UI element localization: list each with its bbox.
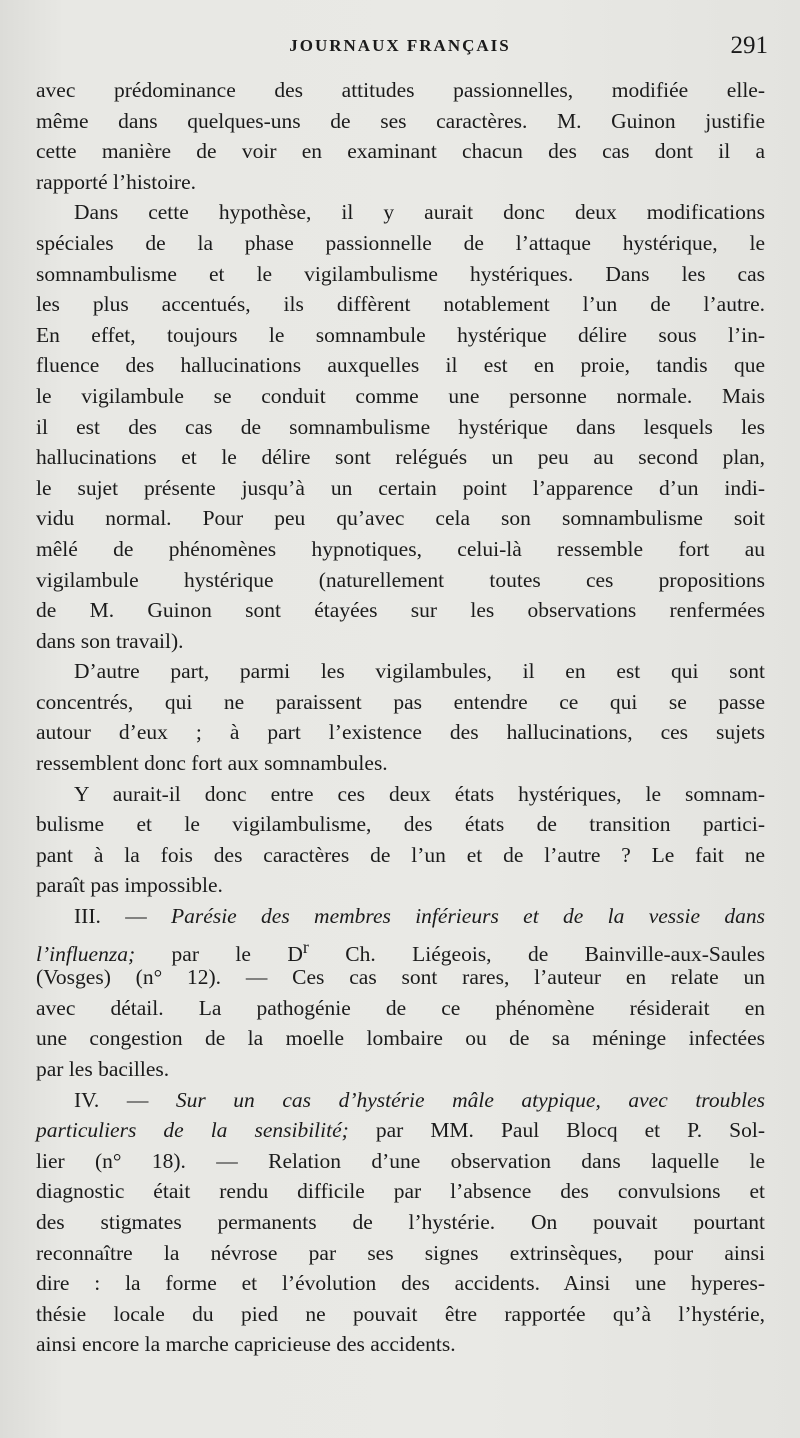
text-line: même dans quelques-uns de ses caractères. M. Guinon justifie (36, 108, 765, 133)
text-line: vidu normal. Pour peu qu’avec cela son somnambulisme soit (36, 506, 765, 531)
text-line: ressemblent donc fort aux somnambules. (36, 751, 388, 776)
text-line: concentrés, qui ne paraissent pas entendre ce qui se passe (36, 689, 765, 714)
running-head (0, 32, 800, 70)
text-line: lier (n° 18). — Relation d’une observation dans laquelle le (36, 1148, 765, 1173)
text-line: mêlé de phénomènes hypnotiques, celui-là ressemble fort au (36, 536, 765, 561)
text-line: pant à la fois des caractères de l’un et de l’autre ? Le fait ne (36, 842, 765, 867)
text-line: En effet, toujours le somnambule hystérique délire sous l’in- (36, 322, 765, 347)
text-line: ainsi encore la marche capricieuse des accidents. (36, 1332, 456, 1357)
text-line: (Vosges) (n° 12). — Ces cas sont rares, l’auteur en relate un (36, 965, 765, 990)
text-line: IV. — Sur un cas d’hystérie mâle atypique, avec troubles (74, 1087, 765, 1112)
text-line: dire : la forme et l’évolution des accidents. Ainsi une hyperes- (36, 1271, 765, 1296)
text-line: des stigmates permanents de l’hystérie. On pouvait pourtant (36, 1209, 765, 1234)
running-title: JOURNAUX FRANÇAIS (289, 36, 511, 55)
text-line: hallucinations et le délire sont relégués un peu au second plan, (36, 445, 765, 470)
text-line: Y aurait-il donc entre ces deux états hystériques, le somnam- (74, 781, 765, 806)
text-line: somnambulisme et le vigilambulisme hystériques. Dans les cas (36, 261, 765, 286)
text-line: reconnaître la névrose par ses signes extrinsèques, pour ainsi (36, 1240, 765, 1265)
page-number: 291 (730, 32, 768, 59)
text-line: cette manière de voir en examinant chacun des cas dont il a (36, 139, 765, 164)
text-line: par les bacilles. (36, 1057, 170, 1081)
text-line: thésie locale du pied ne pouvait être rapportée qu’à l’hystérie, (36, 1301, 765, 1326)
text-line: avec détail. La pathogénie de ce phénomène résiderait en (36, 995, 765, 1020)
text-line: une congestion de la moelle lombaire ou de sa méninge infectées (36, 1026, 765, 1051)
text-line: vigilambule hystérique (naturellement toutes ces propositions (36, 567, 765, 592)
text-line: l’influenza; par le $D^r$ Ch. Liégeois, de Bainville-aux-Saules (36, 936, 765, 966)
text-line: de M. Guinon sont étayées sur les observations renfermées (36, 598, 765, 623)
text-line: autour d’eux ; à part l’existence des hallucinations, ces sujets (36, 720, 765, 745)
text-line: III. — Parésie des membres inférieurs et de la vessie dans (74, 904, 765, 929)
text-line: le sujet présente jusqu’à un certain point l’apparence d’un indi- (36, 475, 765, 500)
text-line: paraît pas impossible. (36, 873, 223, 898)
text-line: bulisme et le vigilambulisme, des états de transition partici- (36, 812, 765, 837)
text-line: spéciales de la phase passionnelle de l’attaque hystérique, le (36, 230, 765, 255)
text-line: avec prédominance des attitudes passionnelles, modifiée elle- (36, 78, 765, 102)
text-line: il est des cas de somnambulisme hystérique dans lesquels les (36, 414, 765, 439)
text-line: rapporté l’histoire. (36, 169, 197, 194)
text-line: dans son travail). (36, 628, 184, 653)
text-line: Dans cette hypothèse, il y aurait donc deux modifications (74, 200, 765, 225)
text-line: les plus accentués, ils diffèrent notablement l’un de l’autre. (36, 292, 765, 317)
text-line: fluence des hallucinations auxquelles il est en proie, tandis que (36, 353, 765, 378)
text-line: particuliers de la sensibilité; par MM. Paul Blocq et P. Sol- (36, 1118, 765, 1143)
text-line: le vigilambule se conduit comme une personne normale. Mais (36, 383, 765, 408)
text-line: diagnostic était rendu difficile par l’absence des convulsions et (36, 1179, 765, 1204)
body-text (36, 75, 765, 1360)
text-line: D’autre part, parmi les vigilambules, il en est qui sont (74, 659, 765, 684)
